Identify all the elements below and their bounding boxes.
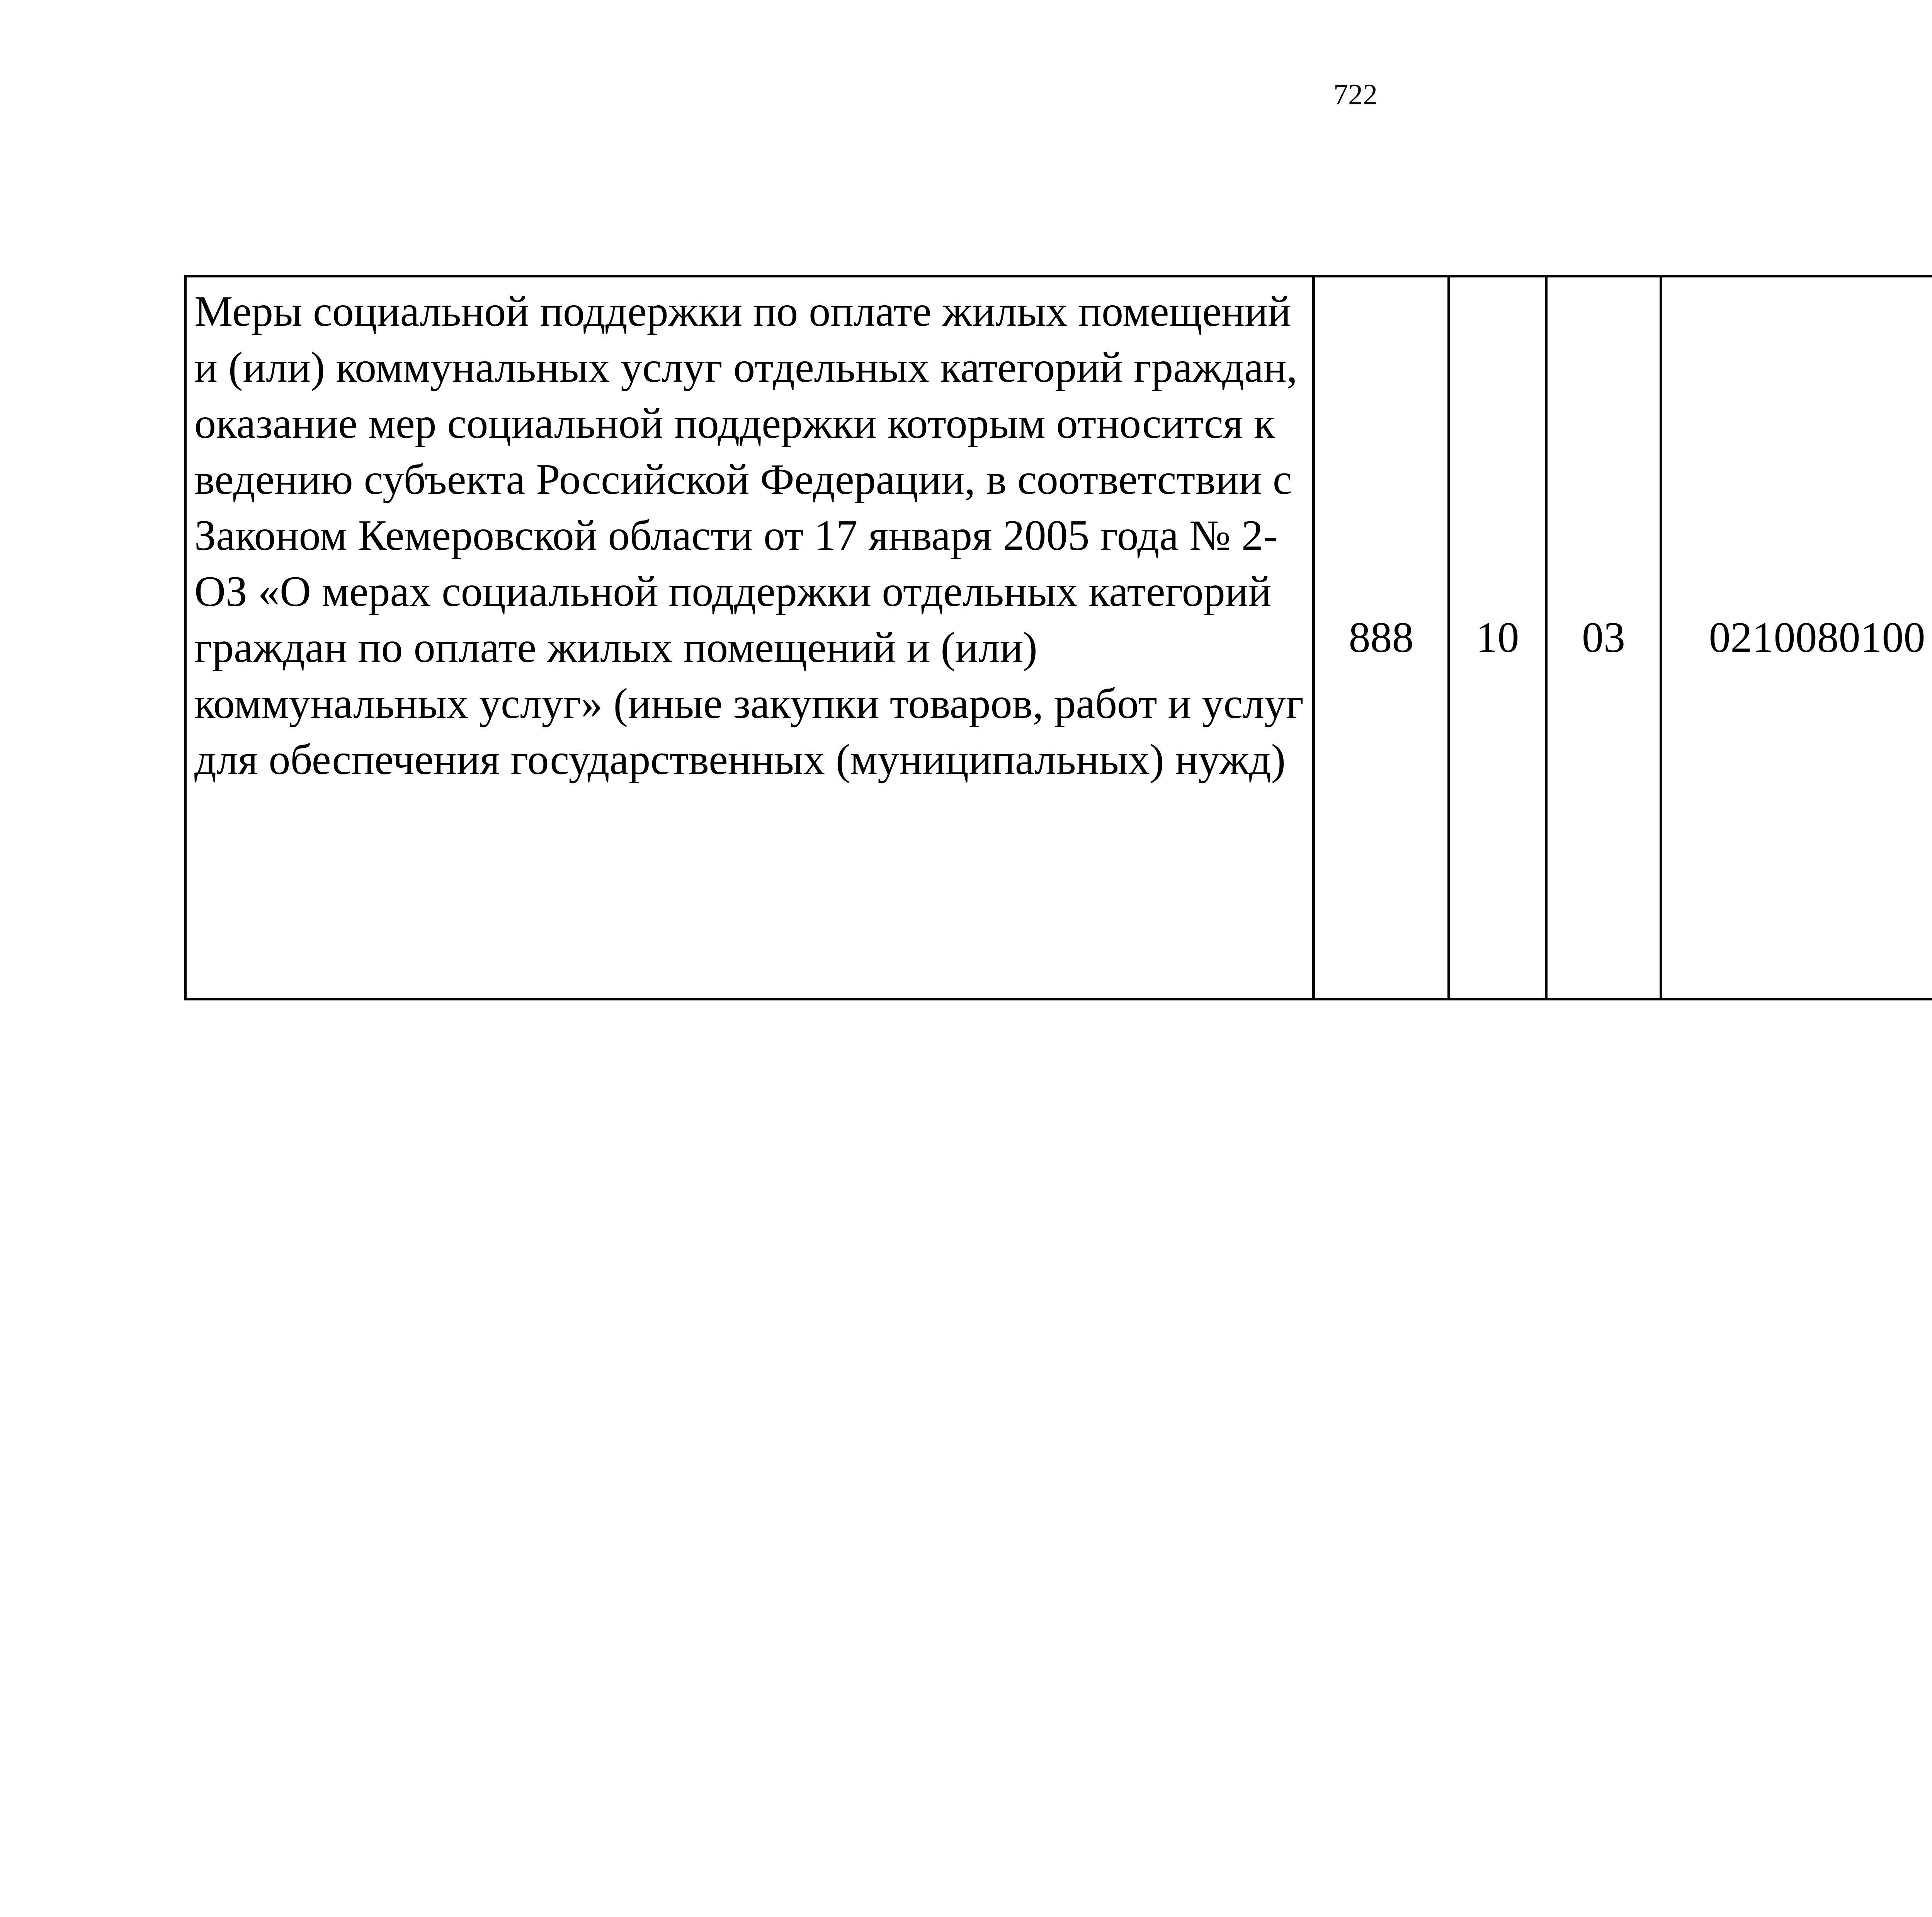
subsection-code-cell: 03 — [1546, 276, 1661, 999]
table-row — [185, 276, 1932, 999]
page-number: 722 — [1333, 78, 1378, 111]
expenditure-description-cell: Меры социальной поддержки по оплате жилых помещений и (или) коммунальных услуг отдельных категорий граждан, оказание мер социальной поддержки которым относится к ведению субъекта Российской Федерации, в соответствии с Законом Кемеровской области от 17 января 2005 года № 2-ОЗ «О мерах социальной поддержки отдельных категорий граждан по оплате жилых помещений и (или) коммунальных услуг» (иные закупки товаров, работ и услуг для обеспечения государственных (муниципальных) нужд) — [185, 276, 1314, 999]
budget-table — [184, 275, 1932, 1000]
grbs-code-cell: 888 — [1314, 276, 1449, 999]
section-code-cell: 10 — [1449, 276, 1546, 999]
target-article-code-cell: 0210080100 — [1661, 276, 1932, 999]
